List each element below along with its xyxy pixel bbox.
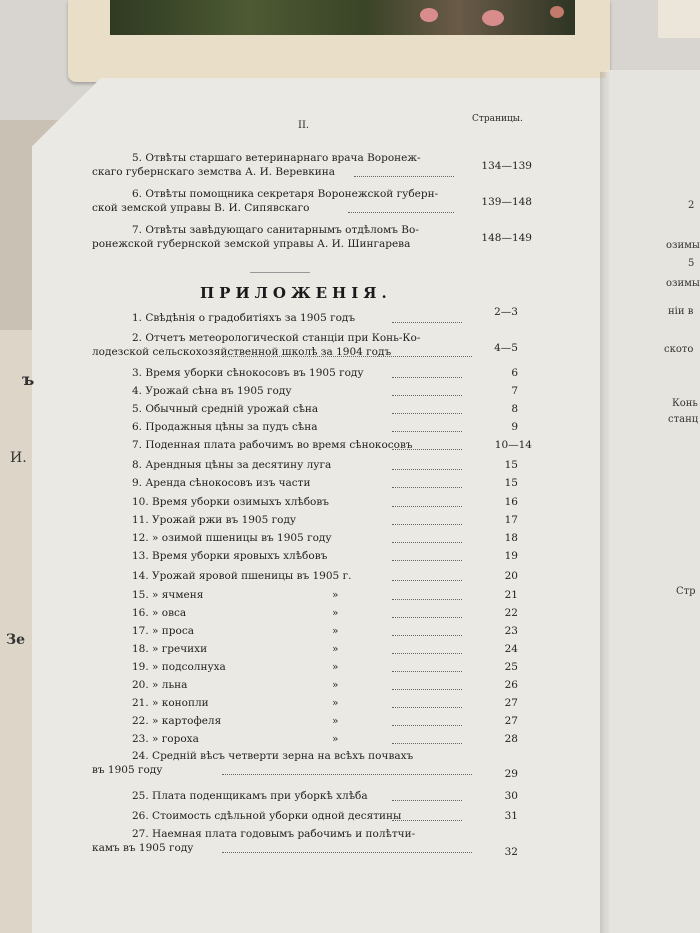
appendix-entry [92,828,532,858]
leader-dots [392,689,462,690]
right-fragment: озимы [666,240,700,251]
right-fragment: ското [664,344,694,355]
appendix-entry [92,421,532,437]
appendix-entry [92,477,532,493]
appendix-entry [92,697,532,713]
entry-title: 16. » овса [132,607,187,619]
ditto-mark: » [332,661,339,673]
entry-title: 1. Свѣдѣнія о градобитіяхъ за 1905 годъ [132,312,356,324]
page-roman-number: II. [298,120,310,131]
leader-dots [392,469,462,470]
toc-entry: 7. Отвѣты завѣдующаго санитарнымъ отдѣломъ Во- ронежской губернской земской управы А. И. Шингарева 148—149 [92,224,532,250]
leader-dots [222,356,472,357]
entry-title: 21. » конопли [132,697,209,709]
ditto-mark: » [332,589,339,601]
entry-title: 5. Обычный средній урожай сѣна [132,403,319,415]
appendix-entry [92,643,532,659]
appendix-entry [92,733,532,749]
background-top-right-book [658,0,700,38]
page-number: 26 [504,679,518,691]
right-fragment: Стр [676,586,696,597]
ditto-mark: » [332,715,339,727]
page-number: 4—5 [494,342,518,354]
leader-dots [392,487,462,488]
appendix-entry [92,332,532,362]
page-number: 15 [504,459,518,471]
leader-dots [392,580,462,581]
page-number: 20 [504,570,518,582]
appendix-entry [92,367,532,383]
ditto-mark: » [332,679,339,691]
appendix-entry [92,589,532,605]
page-number: 22 [504,607,518,619]
entry-title: 4. Урожай сѣна въ 1905 году [132,385,292,397]
leader-dots [392,671,462,672]
toc-entry: 5. Отвѣты старшаго ветеринарнаго врача Воронеж- скаго губернскаго земства А. И. Веревкина 134—139 [92,152,532,178]
page-number: 2—3 [494,306,518,318]
ditto-mark: » [332,607,339,619]
page-number: 23 [504,625,518,637]
entry-title-continued: въ 1905 году [92,764,163,776]
section-title: ПРИЛОЖЕНІЯ. [200,284,392,302]
ditto-mark: » [332,643,339,655]
page-shadow [600,72,610,933]
page-number: 148—149 [481,232,532,244]
leader-dots [392,395,462,396]
entry-title: 15. » ячменя [132,589,204,601]
leader-dots [222,774,472,775]
appendix-entry [92,439,532,455]
right-fragment: станц [668,414,699,425]
photo-flower [420,8,438,22]
page-number: 6 [511,367,518,379]
leader-dots [392,599,462,600]
page-number: 28 [504,733,518,745]
entry-title: 19. » подсолнуха [132,661,226,673]
leader-dots [392,800,462,801]
leader-dots [392,377,462,378]
leader-dots [392,707,462,708]
left-fragment: ъ [22,370,35,389]
appendix-entry [92,625,532,641]
entry-title: 7. Поденная плата рабочимъ во время сѣнокосовъ [132,439,413,451]
page-number: 31 [504,810,518,822]
right-page [606,70,700,933]
entry-title: 12. » озимой пшеницы въ 1905 году [132,532,332,544]
entry-title: 25. Плата поденщикамъ при уборкѣ хлѣба [132,790,368,802]
pages-column-label: Страницы. [472,114,523,124]
leader-dots [222,852,472,853]
page-number: 21 [504,589,518,601]
appendix-entry [92,790,532,806]
page-number: 9 [511,421,518,433]
leader-dots [392,431,462,432]
appendix-entry [92,550,532,566]
page-number: 134—139 [481,160,532,172]
appendix-entry [92,679,532,695]
leader-dots [392,449,462,450]
entry-title-continued: лодезской сельскохозяйственной школѣ за 1904 годъ [92,346,392,358]
leader-dots [392,725,462,726]
right-fragment: 2 [688,200,695,211]
page-number: 16 [504,496,518,508]
page-number: 30 [504,790,518,802]
ditto-mark: » [332,625,339,637]
page-number: 18 [504,532,518,544]
section-divider [250,272,310,273]
leader-dots [392,635,462,636]
appendix-entry [92,532,532,548]
entry-title: 11. Урожай ржи въ 1905 году [132,514,297,526]
page-number: 8 [511,403,518,415]
appendix-entry [92,607,532,623]
entry-title: 20. » льна [132,679,188,691]
page-number: 27 [504,715,518,727]
appendix-entry [92,385,532,401]
leader-dots [392,506,462,507]
leader-dots [392,743,462,744]
photo-flower [482,10,504,26]
page-number: 24 [504,643,518,655]
leader-dots [392,617,462,618]
entry-title: 13. Время уборки яровыхъ хлѣбовъ [132,550,328,562]
appendix-entry [92,496,532,512]
right-fragment: Конь [672,398,698,409]
page-number: 19 [504,550,518,562]
appendix-entry [92,459,532,475]
left-fragment: Зе [6,632,26,648]
entry-title: 17. » проса [132,625,194,637]
page-number: 139—148 [481,196,532,208]
appendix-entry [92,403,532,419]
ditto-mark: » [332,733,339,745]
entry-title: 3. Время уборки сѣнокосовъ въ 1905 году [132,367,364,379]
top-book-photo [110,0,575,35]
appendix-entry [92,715,532,731]
entry-title: 18. » гречихи [132,643,208,655]
entry-title: 10. Время уборки озимыхъ хлѣбовъ [132,496,329,508]
toc-entry: 6. Отвѣты помощника секретаря Воронежской губерн- ской земской управы В. И. Сипявскаго 139—148 [92,188,532,214]
right-fragment: ніи в [668,306,694,317]
page-number: 7 [511,385,518,397]
leader-dots [392,653,462,654]
right-fragment: 5 [688,258,695,269]
photo-flower [550,6,564,18]
entry-title: 26. Стоимость сдѣльной уборки одной десятины [132,810,402,822]
left-fragment: И. [10,450,27,466]
page-number: 29 [504,768,518,780]
entry-title: 2. Отчетъ метеорологической станціи при Конь-Ко- [132,332,421,344]
appendix-entry [92,570,532,586]
entry-title: 8. Арендныя цѣны за десятину луга [132,459,332,471]
entry-title: 24. Средній вѣсъ четверти зерна на всѣхъ почвахъ [132,750,414,762]
ditto-mark: » [332,697,339,709]
leader-dots [392,542,462,543]
entry-title: 9. Аренда сѣнокосовъ изъ части [132,477,311,489]
page-number: 32 [504,846,518,858]
appendix-entry [92,750,532,780]
entry-title-continued: камъ въ 1905 году [92,842,194,854]
page-number: 25 [504,661,518,673]
leader-dots [392,322,462,323]
leader-dots [392,820,462,821]
entry-title: 22. » картофеля [132,715,222,727]
page-number: 10—14 [494,439,532,451]
leader-dots [392,560,462,561]
entry-title: 14. Урожай яровой пшеницы въ 1905 г. [132,570,352,582]
appendix-entry [92,661,532,677]
appendix-entry [92,306,532,328]
entry-title: 6. Продажныя цѣны за пудъ сѣна [132,421,318,433]
appendix-entry [92,514,532,530]
entry-title: 27. Наемная плата годовымъ рабочимъ и полѣтчи- [132,828,416,840]
entry-title: 23. » гороха [132,733,199,745]
page-number: 27 [504,697,518,709]
page-number: 15 [504,477,518,489]
leader-dots [392,413,462,414]
right-fragment: озимы [666,278,700,289]
appendix-entry [92,810,532,826]
page-number: 17 [504,514,518,526]
leader-dots [392,524,462,525]
